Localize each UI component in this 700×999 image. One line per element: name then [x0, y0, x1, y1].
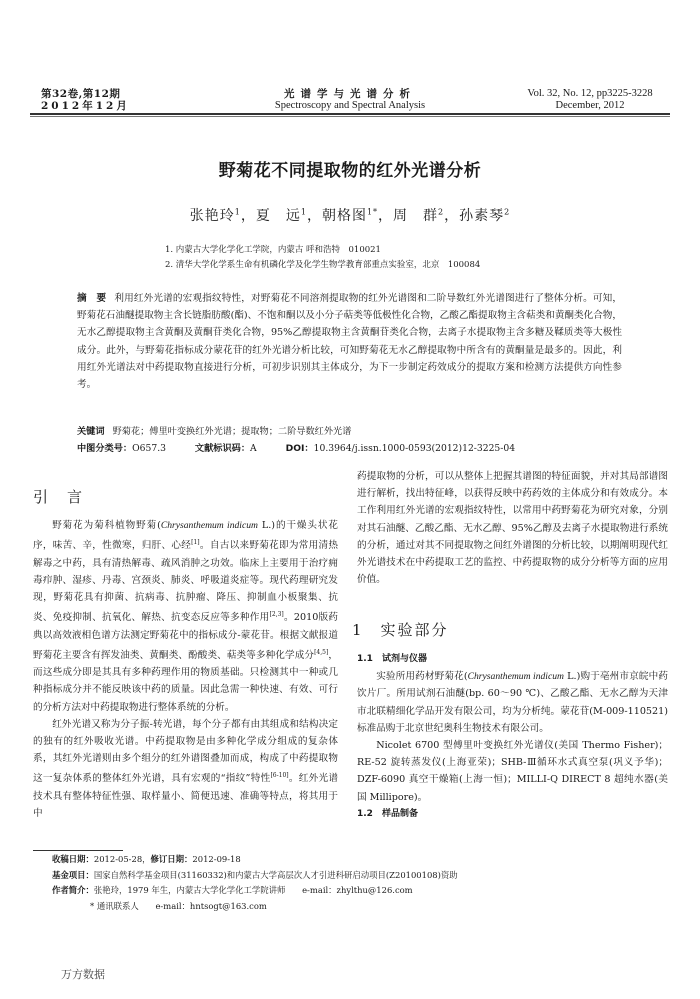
section-heading: 1 实验部分 [352, 621, 449, 639]
abstract-text: 利用红外光谱的宏观指纹特性，对野菊花不同溶剂提取物的红外光谱图和二阶导数红外光谱图进行了整体分析。可知，野菊花石油醚提取物主含长链脂肪酸(酯)、不饱和酮以及小分子萜类等低极性化合物，乙酸乙酯提取物主含萜类和黄酮类化合物，无水乙醇提取物主含黄酮及黄酮苷类化合物，95%乙醇提取物主含黄酮苷类化合物，去离子水提取物主含多糖及鞣质类等大极性成分。此外，与野菊花指标成分蒙花苷的红外光谱分析比较，可知野菊花无水乙醇提取物中所含有的黄酮量是最多的。因此，利用红外光谱法对中药提取物直接进行分析，可初步识别其主体成分，为下一步制定药效成分的提取方案和检测方法提供方向性参考。 [77, 293, 623, 391]
intro-paragraph: 野菊花为菊科植物野菊(Chrysanthemum indicum L.)的干燥头状花序，味苦、辛，性微寒，归肝、心经[1]。自古以来野菊花即为常用清热解毒之中药，具有清热解毒、疏风消肿之功效。临床上主要用于治疗痈毒疖肿、湿疹、丹毒、宫颈炎、肺炎、呼吸道炎症等。现代药理研究发现，野菊花具有抑菌、抗病毒、抗肿瘤、降压、抑制血小板聚集、抗炎、免疫抑制、抗氧化、解热、抗变态反应等多种作用[2,3]。2010版药典以高效液相色谱方法测定野菊花中的指标成分-蒙花苷。根据文献报道野菊花主要含有挥发油类、黄酮类、酚酸类、萜类等多种化学成分[4,5]，而这些成分即是其具有多种药理作用的物质基础。只检测其中一种或几种指标成分并不能反映该中药的质量。因此急需一种快速、有效、可行的分析方法对中药提取物进行整体系统的分析。 [33, 520, 339, 713]
keywords-block [77, 423, 637, 457]
left-column [33, 517, 338, 822]
intro-paragraph-continued: 药提取物的分析，可以从整体上把握其谱图的特征面貌，并对其局部谱图进行解析，找出特征峰，以获得反映中药药效的主体成分和有效成分。本工作利用红外光谱的宏观指纹特性，以常用中药野菊花为研究对象，分别对其石油醚、乙酸乙酯、无水乙醇、95%乙醇及去离子水提取物进行系统的分析，通过对其不同提取物之间红外谱图的分析比较，以期阐明现代红外光谱技术在中药提取工艺的监控、中药提取物的成分分析等方面的应用价值。 [357, 471, 668, 586]
intro-heading: 引 言 [33, 488, 85, 506]
bio-footnote: 作者简介：张艳玲，1979 年生，内蒙古大学化学化工学院讲师 e-mail：zhylthu@126.com [52, 885, 413, 895]
header-rule [30, 113, 670, 115]
affiliations [165, 243, 480, 273]
footnote-rule [33, 850, 123, 851]
dates-footnote: 收稿日期：2012-05-28，修订日期：2012-09-18 [52, 854, 241, 864]
subsection-heading: 1.1 试剂与仪器 [357, 654, 427, 664]
right-column [357, 468, 668, 588]
abstract [77, 290, 622, 393]
corresponding-footnote: * 通讯联系人 e-mail：hntsogt@163.com [90, 900, 267, 911]
fund-footnote: 基金项目：国家自然科学基金项目(31160332)和内蒙古大学高层次人才引进科研启动项目(Z20100108)资助 [52, 869, 458, 880]
section1-body [357, 651, 668, 823]
journal-name [250, 88, 450, 112]
keywords: 野菊花；傅里叶变换红外光谱；提取物；二阶导数红外光谱 [112, 426, 352, 437]
section-paragraph: Nicolet 6700 型傅里叶变换红外光谱仪(美国 Thermo Fisher)；RE-52 旋转蒸发仪(上海亚荣)；SHB-Ⅲ循环水式真空泵(巩义予华)；DZF-6090 真空干燥箱(上海一恒)；MILLI-Q DIRECT 8 超纯水器(美国 Millipore)。 [357, 740, 668, 803]
author: 周 群$^2$ [393, 207, 445, 224]
journal-issue-info [41, 88, 130, 112]
intro-paragraph: 红外光谱又称为分子振-转光谱，每个分子都有由其组成和结构决定的独有的红外吸收光谱。中药提取物是由多种化学成分组成的复杂体系，其红外光谱则由多个组分的红外谱图叠加而成，构成了中药提取物这一复杂体系的整体红外光谱，具有宏观的“指纹”特性[6-10]。红外光谱技术具有整体特征性强、取样量小、简便迅速、准确等特点，将其用于中 [33, 718, 339, 819]
issue-date-en: December, 2012 [555, 100, 625, 111]
document-code: 文献标识码：A [194, 443, 257, 454]
affiliation: 1. 内蒙古大学化学化工学院，内蒙古 呼和浩特 010021 [165, 245, 381, 255]
affiliation: 2. 清华大学化学系生命有机磷化学及化学生物学教育部重点实验室，北京 100084 [165, 260, 481, 270]
author: 朝格图$^{1*}$ [321, 207, 379, 224]
abstract-label: 摘 要 [77, 293, 107, 304]
doi: DOI：10.3964/j.issn.1000-0593(2012)12-3225-04 [285, 443, 516, 454]
citation: [6-10] [270, 772, 289, 780]
author: 张艳玲$^1$ [189, 207, 241, 224]
author-list: 张艳玲$^1$，夏 远$^1$，朝格图$^{1*}$，周 群$^2$，孙素琴$^2$ [189, 207, 511, 224]
journal-name-cn: 光谱学与光谱分析 [284, 88, 416, 100]
author: 孙素琴$^2$ [459, 207, 511, 224]
clc-code: 中图分类号：O657.3 [77, 443, 166, 454]
journal-volume-pages [510, 88, 670, 112]
keywords-label: 关键词 [77, 426, 105, 437]
volume-issue: 第32卷,第12期 [41, 88, 121, 100]
author: 夏 远$^1$ [255, 207, 307, 224]
issue-date-cn: 2012年12月 [41, 100, 130, 112]
subsection-heading: 1.2 样品制备 [357, 808, 418, 819]
section-paragraph: 实验所用药材野菊花(Chrysanthemum indicum L.)购于亳州市京皖中药饮片厂。所用试剂石油醚(bp. 60～90 ℃)、乙酸乙酯、无水乙醇为天津市北联精细化学品开发有限公司，均为分析纯。蒙花苷(M-009-110521)标准品购于北京世纪奥科生物技术有限公司。 [357, 671, 668, 734]
watermark: 万方数据 [61, 968, 105, 981]
citation: [2,3] [269, 611, 284, 619]
citation: [1] [191, 539, 200, 547]
citation: [4,5] [314, 648, 329, 656]
footnotes [52, 852, 652, 914]
vol-pages: Vol. 32, No. 12, pp3225-3228 [527, 88, 653, 99]
article-title: 野菊花不同提取物的红外光谱分析 [218, 161, 482, 181]
journal-name-en: Spectroscopy and Spectral Analysis [274, 100, 426, 111]
header-rule-thin [30, 116, 670, 117]
